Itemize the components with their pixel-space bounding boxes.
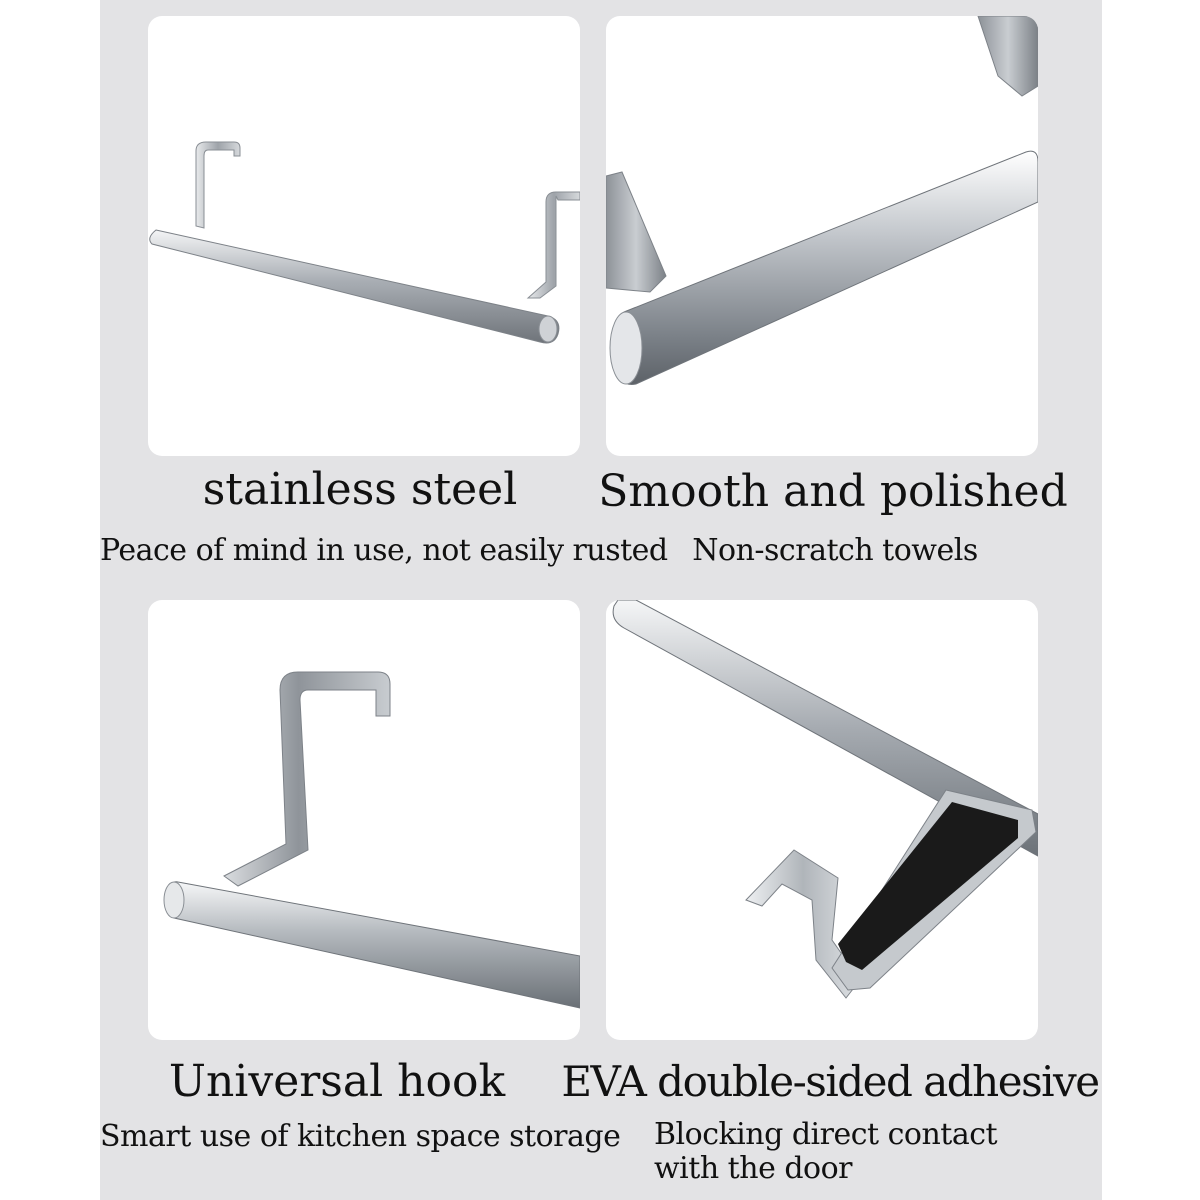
feature-image-eva-adhesive (606, 600, 1038, 1040)
feature-title-1: stainless steel (202, 464, 518, 515)
feature-subtitle-2: Non-scratch towels (692, 533, 978, 568)
feature-subtitle-1: Peace of mind in use, not easily rusted (100, 533, 668, 568)
feature-image-smooth-polished (606, 16, 1038, 456)
feature-subtitle-3: Smart use of kitchen space storage (100, 1119, 621, 1154)
feature-image-universal-hook (148, 600, 580, 1040)
feature-image-stainless-steel (148, 16, 580, 456)
towel-bar-overview-icon (148, 16, 580, 456)
feature-title-2: Smooth and polished (598, 466, 1068, 517)
door-hook-icon (148, 600, 580, 1040)
eva-pad-hook-icon (606, 600, 1038, 1040)
feature-title-3: Universal hook (168, 1056, 506, 1107)
feature-subtitle-4: Blocking direct contact with the door (654, 1117, 998, 1186)
polished-bar-closeup-icon (606, 16, 1038, 456)
feature-title-4: EVA double-sided adhesive (561, 1057, 1099, 1106)
